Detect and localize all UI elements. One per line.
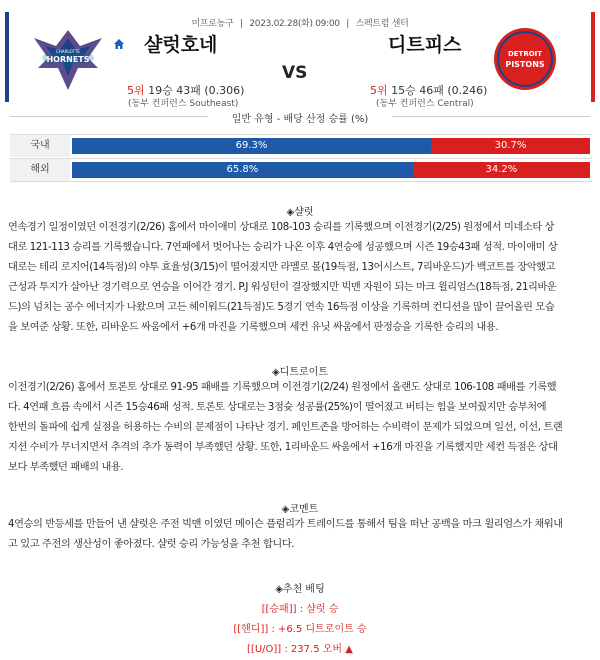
pistons-logo xyxy=(492,26,558,92)
home-team-name: 샬럿호네 xyxy=(144,34,218,56)
rate-label: 해외 xyxy=(10,159,70,181)
match-venue: 스펙트럼 센터 xyxy=(355,19,409,29)
analysis-line: 대로 121-113 승리를 기록했습니다. 7연패에서 벗어나는 승리가 나온 이후 4연승에 성공했으며 시즌 19승43패 성적. 마이애미 상 xyxy=(8,242,558,253)
match-header xyxy=(0,0,600,109)
home-conference: (동부 컨퍼런스 Southeast) xyxy=(128,99,239,109)
away-rate-segment xyxy=(431,138,590,154)
home-rate-segment xyxy=(72,162,413,178)
home-record: 19승 43패 (0.306) xyxy=(148,84,245,97)
rate-row xyxy=(10,158,592,182)
analysis-line: 보다 부족했던 패배의 내용. xyxy=(8,462,124,473)
pick-win: [[승패]] : 샬럿 승 xyxy=(261,604,339,615)
rate-row xyxy=(10,134,592,157)
away-rate-text: 34.2% xyxy=(485,164,518,175)
away-record: 15승 46패 (0.246) xyxy=(391,84,488,97)
away-rate-segment xyxy=(413,162,590,178)
analysis-line: 이전경기(2/26) 홈에서 토론토 상대로 91-95 패배를 기록했으며 이전경기(2/24) 원정에서 올랜도 상대로 106-108 패배를 기록했 xyxy=(8,382,557,393)
hornets-logo xyxy=(28,24,108,96)
analysis-line: 다. 4연패 흐름 속에서 시즌 15승46패 성적. 토론토 상대로는 3점슛 성공률(25%)이 떨어졌고 버티는 힘을 보여줬지만 승부처에 xyxy=(8,402,547,413)
betting-title: ◈추천 베팅 xyxy=(275,584,325,595)
comment-line: 4연승의 반등세를 만들어 낸 샬럿은 주전 빅맨 이였던 메이슨 플럼리가 트레이드를 통해서 팀을 떠난 공백을 마크 윌리엄스가 채워내 xyxy=(8,519,563,530)
home-rate-text: 65.8% xyxy=(226,164,259,175)
up-arrow-icon: ▲ xyxy=(345,644,353,655)
rates-title: 일반 유형 - 배당 산정 승률 (%) xyxy=(231,114,369,125)
away-rank: 5위 xyxy=(370,84,388,97)
match-info: 미프로농구 | 2023.02.28(화) 09:00 | 스펙트럼 센터 xyxy=(191,19,409,29)
analysis-line: 지션 수비가 무너지면서 추격의 추가 동력이 부족했던 상황. 또한, 1리바운드 싸움에서 +16개 마진을 기록했지만 세컨 득점은 상대 xyxy=(8,442,558,453)
logo-text-top: DETROIT xyxy=(507,50,543,58)
comment-line: 고 있고 주전의 생산성이 좋아졌다. 샬럿 승리 가능성을 추천 합니다. xyxy=(8,539,295,550)
away-rate-text: 30.7% xyxy=(494,140,527,151)
match-datetime: 2023.02.28(화) 09:00 xyxy=(249,19,340,29)
away-analysis-title: ◈디트로이트 xyxy=(272,367,328,378)
league-name: 미프로농구 xyxy=(191,19,234,29)
pick-handicap: [[핸디]] : +6.5 디트로이트 승 xyxy=(233,624,367,635)
rate-label: 국내 xyxy=(10,135,70,157)
away-team-name: 디트피스 xyxy=(388,34,462,56)
home-analysis-title: ◈샬럿 xyxy=(286,207,314,218)
vs-label: VS xyxy=(282,63,308,83)
pick-over-under xyxy=(0,640,600,655)
logo-text: HORNETS xyxy=(46,55,90,64)
analysis-line: 한번의 돌파에 쉽게 실점을 허용하는 수비의 문제점이 나타난 경기. 페인트존을 방어하는 수비력이 문제가 되었으며 일선, 이선, 트랜 xyxy=(8,422,563,433)
home-rate-segment xyxy=(72,138,431,154)
logo-text: PISTONS xyxy=(505,60,545,69)
comment xyxy=(8,515,592,555)
home-rank: 5위 xyxy=(127,84,145,97)
home-icon xyxy=(113,38,125,50)
analysis-line: 근성과 투지가 살아난 경기력으로 연승을 이어간 경기. P.J 워싱턴이 결장했지만 빅맨 자원이 되는 마크 윌리엄스(18득점, 21리바운 xyxy=(8,282,557,293)
analysis-line: 드)의 넘치는 공수 에너지가 나왔으며 고든 헤이워드(21득점)도 5경기 연속 16득점 이상을 기록하며 컨디션을 많이 끌어올린 모습 xyxy=(8,302,555,313)
away-analysis xyxy=(8,378,592,478)
home-rate-text: 69.3% xyxy=(235,140,268,151)
home-analysis xyxy=(8,218,592,338)
pick-over-under-text: [[U/O]] : 237.5 오버 xyxy=(247,644,343,655)
logo-text-top: CHARLOTTE xyxy=(56,49,80,54)
analysis-line: 을 보여준 상황. 또한, 리바운드 싸움에서 +6개 마진을 기록했으며 세컨 유닛 싸움에서 판정승을 기록한 승리의 내용. xyxy=(8,322,499,333)
analysis-line: 연속경기 일정이였던 이전경기(2/26) 홈에서 마이애미 상대로 108-103 승리를 기록했으며 이전경기(2/25) 원정에서 미네소타 상 xyxy=(8,222,555,233)
away-conference: (동부 컨퍼런스 Central) xyxy=(376,99,474,109)
comment-title: ◈코멘트 xyxy=(281,504,319,515)
analysis-line: 대로는 테리 로지어(14득점)의 야투 효율성(3/15)이 떨어졌지만 라멜로 볼(19득점, 13어시스트, 7리바운드)가 백코트를 장악했고 xyxy=(8,262,556,273)
rate-bar xyxy=(72,162,590,178)
rate-bar xyxy=(72,138,590,154)
